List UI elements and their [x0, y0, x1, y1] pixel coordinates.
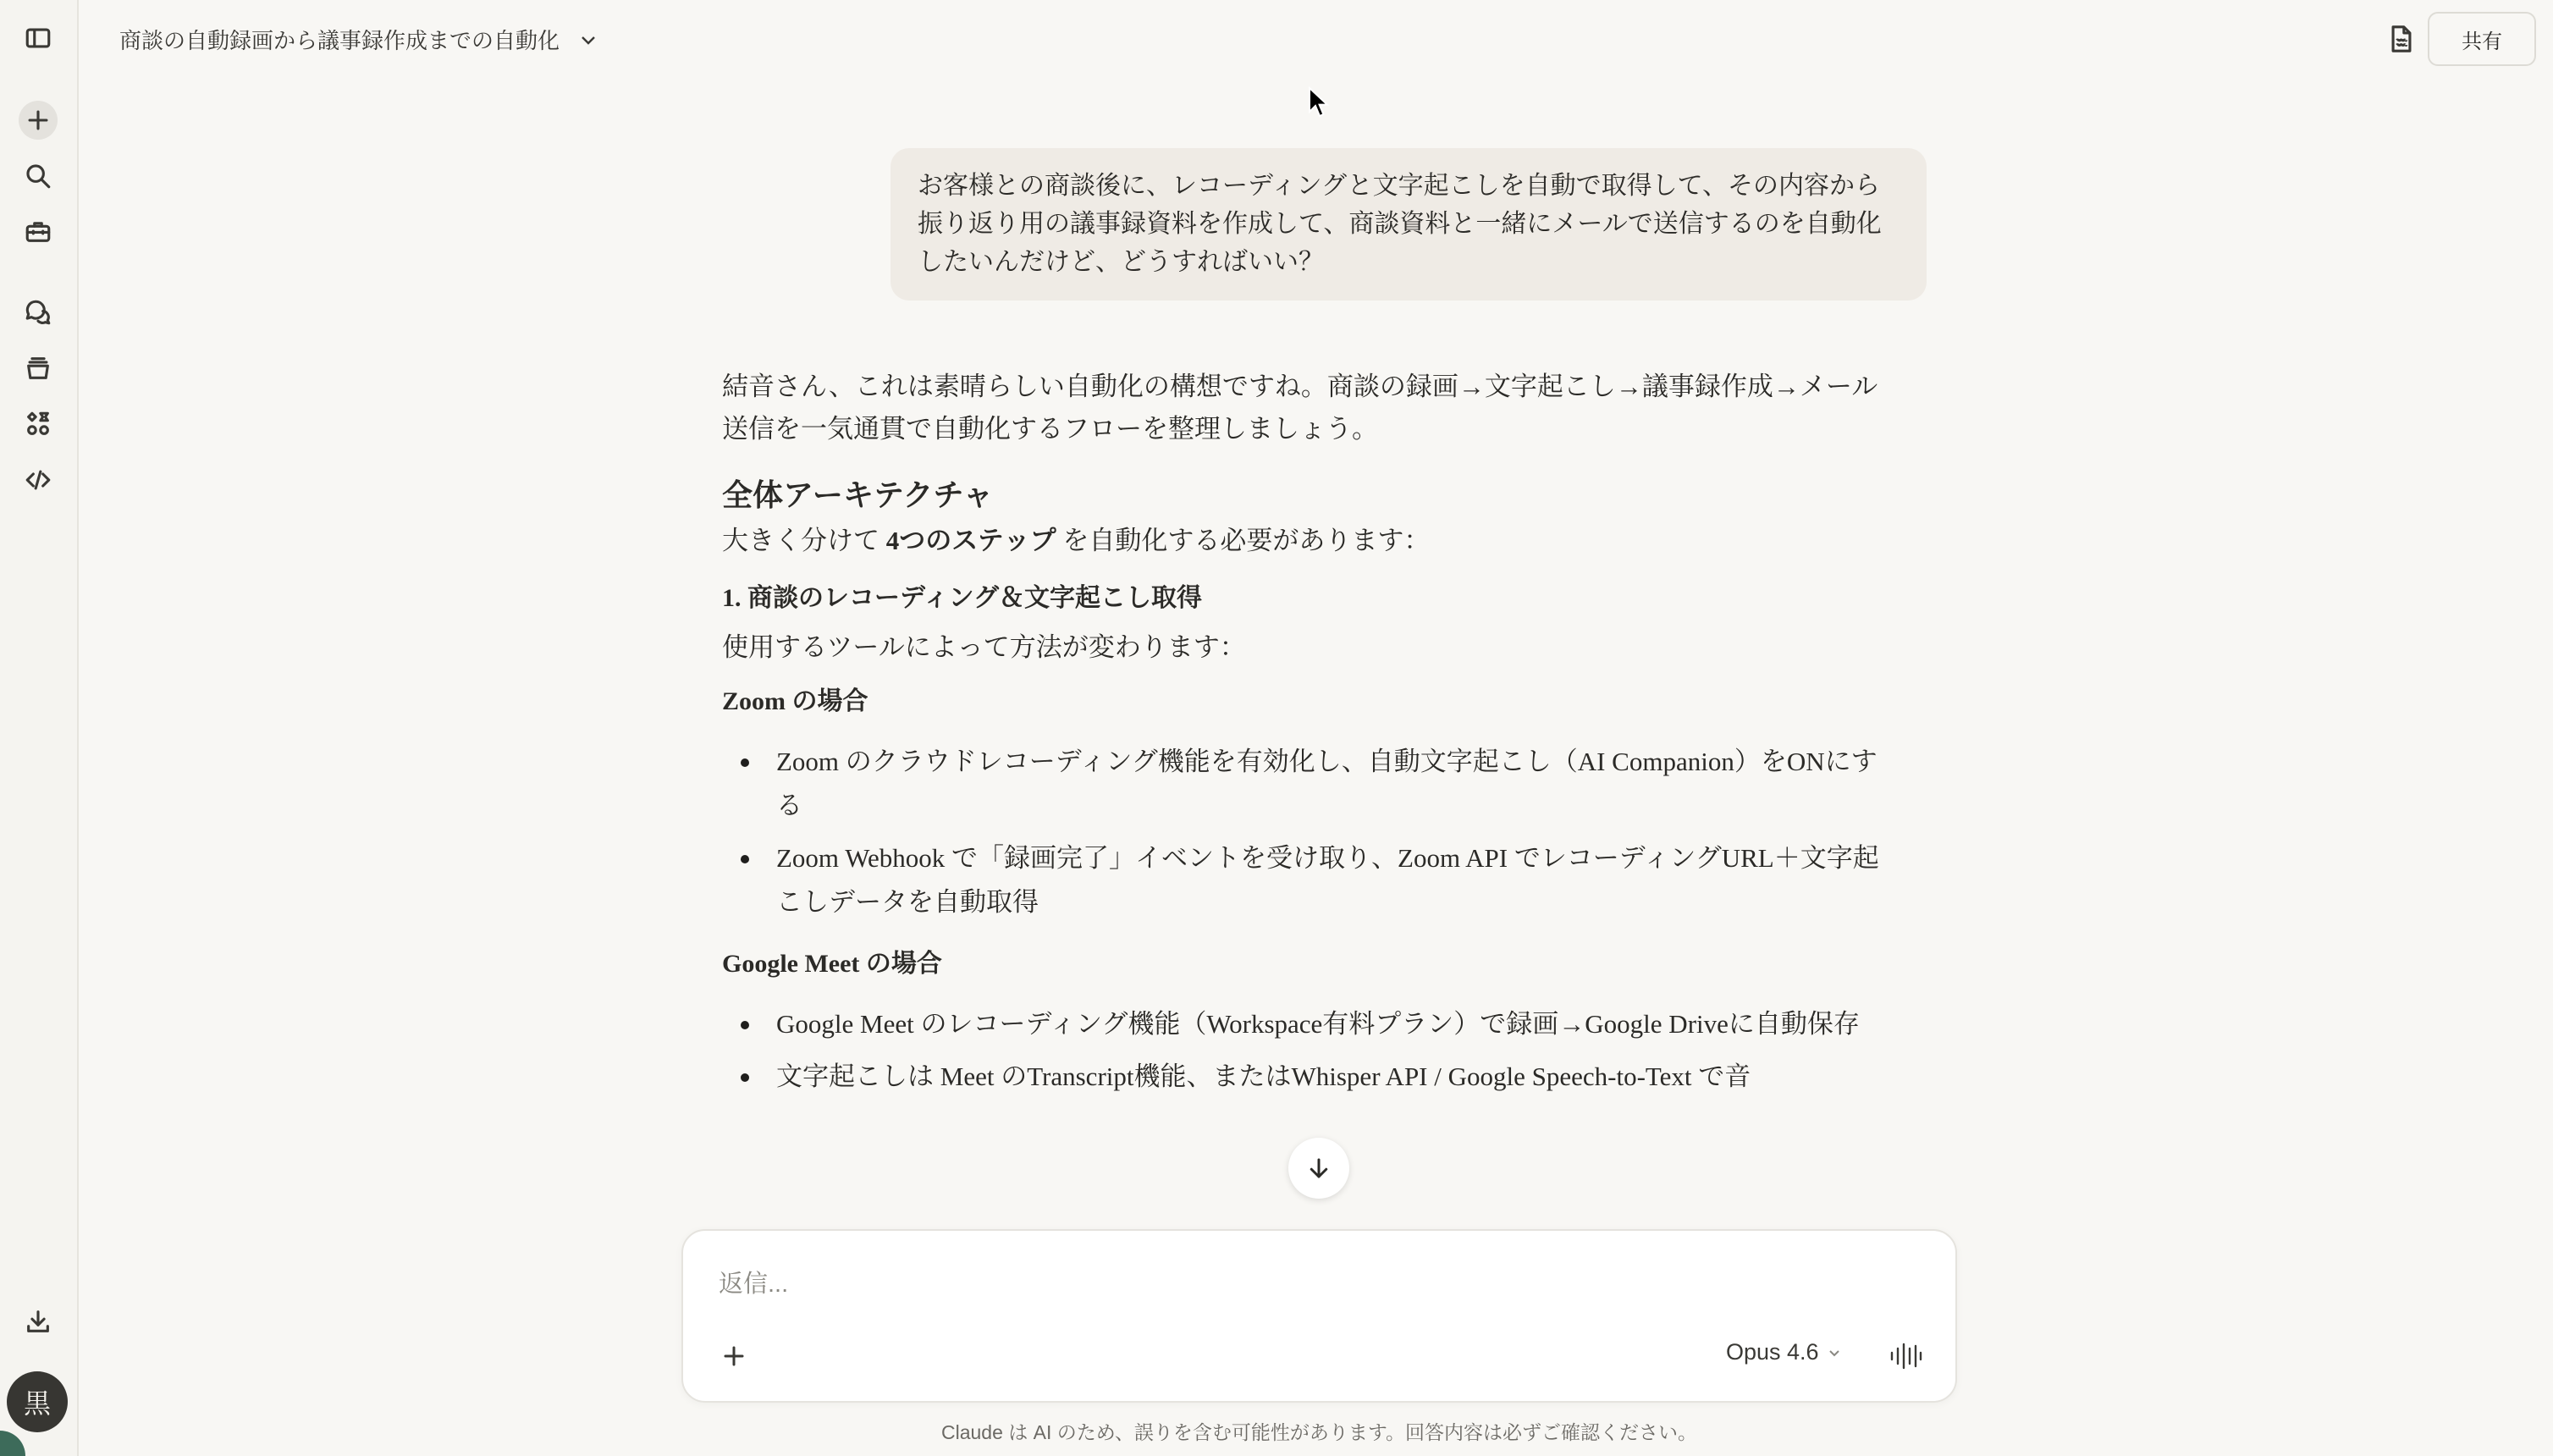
download-icon	[24, 1307, 52, 1336]
code-icon	[24, 466, 52, 494]
response-lead	[722, 520, 1882, 562]
step1-title: 1. 商談のレコーディング＆文字起こし取得	[722, 584, 1202, 612]
sidebar	[0, 0, 79, 1456]
new-chat-button[interactable]	[19, 101, 58, 140]
conversation-title: 商談の自動録画から議事録作成までの自動化	[119, 28, 560, 53]
conversation-title-menu[interactable]	[119, 24, 598, 55]
tools-button[interactable]	[19, 212, 58, 251]
document-button[interactable]	[2383, 20, 2420, 58]
zoom-section-title: Zoom の場合	[722, 687, 868, 715]
list-item: Zoom のクラウドレコーディング機能を有効化し、自動文字起こし（AI Companion）をONにする	[722, 740, 1882, 828]
list-item: Google Meet のレコーディング機能（Workspace有料プラン）で録画→Google Driveに自動保存	[722, 1002, 1882, 1046]
download-app-button[interactable]	[19, 1302, 58, 1341]
disclaimer-text: Claude は AI のため、誤りを含む可能性があります。回答内容は必ずご確認ください。	[940, 1421, 1698, 1443]
chats-button[interactable]	[19, 293, 58, 332]
user-message: お客様との商談後に、レコーディングと文字起こしを自動で取得して、その内容から振り返り用の議事録資料を作成して、商談資料と一緒にメールで送信するのを自動化したいんだけど、どうすればいい？	[891, 148, 1927, 301]
sidebar-toggle-button[interactable]	[19, 19, 58, 58]
sidebar-toggle-icon	[24, 24, 52, 52]
chats-icon	[24, 298, 52, 327]
projects-button[interactable]	[19, 349, 58, 388]
arrow-down-icon	[1306, 1155, 1332, 1181]
lead-bold-text: 4つのステップ	[885, 526, 1056, 555]
message-composer	[681, 1229, 1957, 1403]
search-button[interactable]	[19, 157, 58, 196]
list-item: Zoom Webhook で「録画完了」イベントを受け取り、Zoom API でレコーディングURL＋文字起こしデータを自動取得	[722, 836, 1882, 924]
chevron-down-icon	[578, 30, 598, 50]
response-heading: 全体アーキテクチャ	[722, 478, 994, 512]
mouse-cursor-icon	[1308, 86, 1330, 119]
response-intro: 結音さん、これは素晴らしい自動化の構想ですね。商談の録画→文字起こし→議事録作成→メール送信を一気通貫で自動化するフローを整理しましょう。	[722, 372, 1878, 444]
code-button[interactable]	[19, 461, 58, 499]
model-selector[interactable]	[1726, 1339, 1841, 1365]
document-icon	[2389, 25, 2414, 53]
search-icon	[24, 162, 52, 190]
step1-description: 使用するツールによって方法が変わります：	[722, 632, 1246, 662]
assistant-response	[722, 366, 1882, 1099]
reply-input[interactable]	[717, 1266, 1905, 1302]
voice-mode-button[interactable]	[1885, 1336, 1926, 1376]
meet-list	[722, 1002, 1882, 1099]
voice-waveform-icon	[1889, 1342, 1922, 1371]
plus-icon	[24, 106, 52, 135]
avatar-initial: 黒	[23, 1387, 51, 1420]
scroll-to-bottom-button[interactable]	[1288, 1138, 1349, 1199]
meet-section-title: Google Meet の場合	[722, 950, 942, 978]
header	[79, 0, 2553, 78]
list-item: 文字起こしは Meet のTranscript機能、またはWhisper API / Google Speech-to-Text で音	[722, 1055, 1882, 1099]
plus-icon	[721, 1343, 747, 1369]
chevron-down-icon	[1828, 1346, 1841, 1359]
lead-text: 大きく分けて	[722, 526, 886, 555]
model-label: Opus 4.6	[1726, 1339, 1819, 1365]
artifacts-icon	[24, 410, 52, 438]
artifacts-button[interactable]	[19, 405, 58, 444]
lead-text-end: を自動化する必要があります：	[1056, 526, 1431, 555]
user-avatar[interactable]	[7, 1371, 68, 1432]
add-attachment-button[interactable]	[715, 1337, 753, 1375]
projects-icon	[24, 354, 52, 383]
corner-decoration	[0, 1431, 25, 1456]
zoom-list	[722, 740, 1882, 924]
share-button[interactable]: 共有	[2428, 12, 2536, 66]
toolbox-icon	[24, 217, 52, 245]
